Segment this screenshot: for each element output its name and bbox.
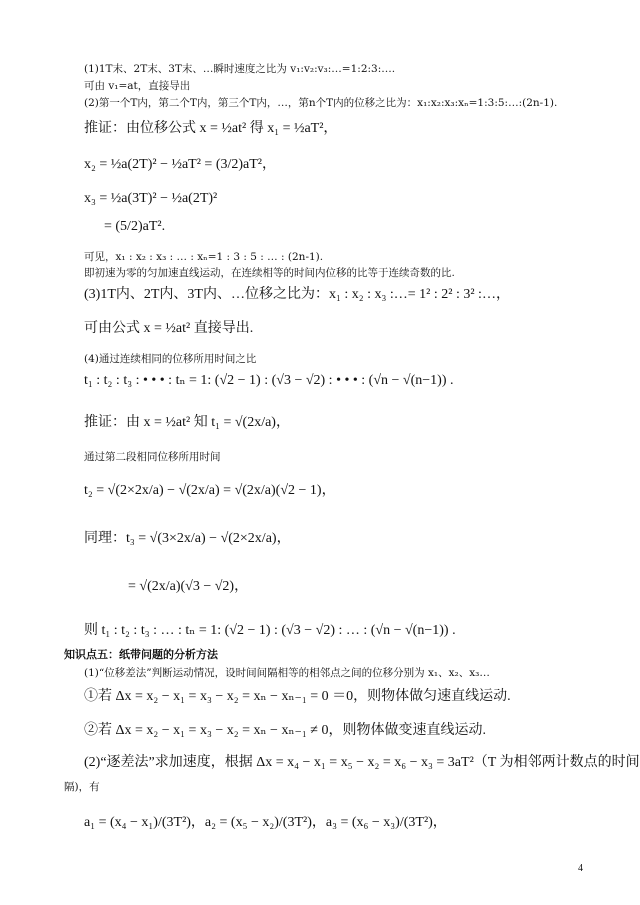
text-line-1: (1)1T末、2T末、3T末、…瞬时速度之比为 v₁:v₂:v₃:…=1:2:3:…. — [84, 63, 396, 75]
text-line-continuation: 隔)，有 — [64, 781, 100, 793]
equation-final-ratio: 则 t₁ : t₂ : t₃ : … : tₙ = 1: (√2 − 1) : (√3 − √2) : … : (√n − √(n−1)) . — [84, 623, 456, 638]
equation-uniform: ①若 Δx = x₂ − x₁ = x₃ − x₂ = xₙ − xₙ₋₁ = 0 ＝0，则物体做匀速直线运动. — [84, 689, 511, 704]
equation-x3-result: = (5/2)aT². — [104, 219, 166, 234]
text-line-3: (2)第一个T内，第二个T内，第三个T内，…，第n个T内的位移之比为：x₁:x₂:x₃:xₙ=1:3:5:…:(2n-1). — [84, 97, 558, 109]
text-line-section-4: (4)通过连续相同的位移所用时间之比 — [84, 353, 257, 365]
text-line-section-3: (3)1T内、2T内、3T内、…位移之比为：x₁ : x₂ : x₃ :…= 1² : 2² : 3² :…， — [84, 287, 510, 302]
equation-t3-result: = √(2x/a)(√3 − √2)， — [128, 579, 249, 594]
text-line-ratio: 可见，x₁ : x₂ : x₃ : … : xₙ=1 : 3 : 5 : … : (2n-1). — [84, 251, 324, 263]
section-heading: 知识点五：纸带问题的分析方法 — [64, 648, 218, 661]
page-number: 4 — [578, 863, 583, 874]
equation-accelerations: a₁ = (x₄ − x₁)/(3T²)，a₂ = (x₅ − x₂)/(3T²)，a₃ = (x₆ − x₃)/(3T²)， — [84, 815, 447, 830]
text-line-conclusion: 即初速为零的匀加速直线运动，在连续相等的时间内位移的比等于连续奇数的比. — [84, 267, 455, 279]
text-line-method-1: (1)“位移差法”判断运动情况，设时间间隔相等的相邻点之间的位移分别为 x₁、x₂、x₃… — [84, 667, 490, 679]
derivation-line-1: 推证：由位移公式 x = ½at² 得 x₁ = ½aT²， — [84, 121, 338, 136]
text-line-derive-formula: 可由公式 x = ½at² 直接导出. — [84, 321, 254, 336]
equation-t3: 同理：t₃ = √(3×2x/a) − √(2×2x/a)， — [84, 531, 291, 546]
equation-x3: x₃ = ½a(3T)² − ½a(2T)² — [84, 191, 218, 206]
equation-time-ratio: t₁ : t₂ : t₃ : • • • : tₙ = 1: (√2 − 1) : (√3 − √2) : • • • : (√n − √(n−1)) . — [84, 373, 454, 388]
text-line-second-segment: 通过第二段相同位移所用时间 — [84, 451, 221, 463]
equation-t2: t₂ = √(2×2x/a) − √(2x/a) = √(2x/a)(√2 − 1)， — [84, 483, 336, 498]
equation-t1: 推证：由 x = ½at² 知 t₁ = √(2x/a)， — [84, 415, 290, 430]
equation-x2: x₂ = ½a(2T)² − ½aT² = (3/2)aT²， — [84, 157, 276, 172]
text-line-method-2: (2)“逐差法”求加速度，根据 Δx = x₄ − x₁ = x₅ − x₂ = x₆ − x₃ = 3aT²（T 为相邻两计数点的时间 — [84, 755, 640, 770]
text-line-2: 可由 v₁=at，直接导出 — [84, 80, 191, 92]
equation-variable: ②若 Δx = x₂ − x₁ = x₃ − x₂ = xₙ − xₙ₋₁ ≠ 0，则物体做变速直线运动. — [84, 723, 486, 738]
